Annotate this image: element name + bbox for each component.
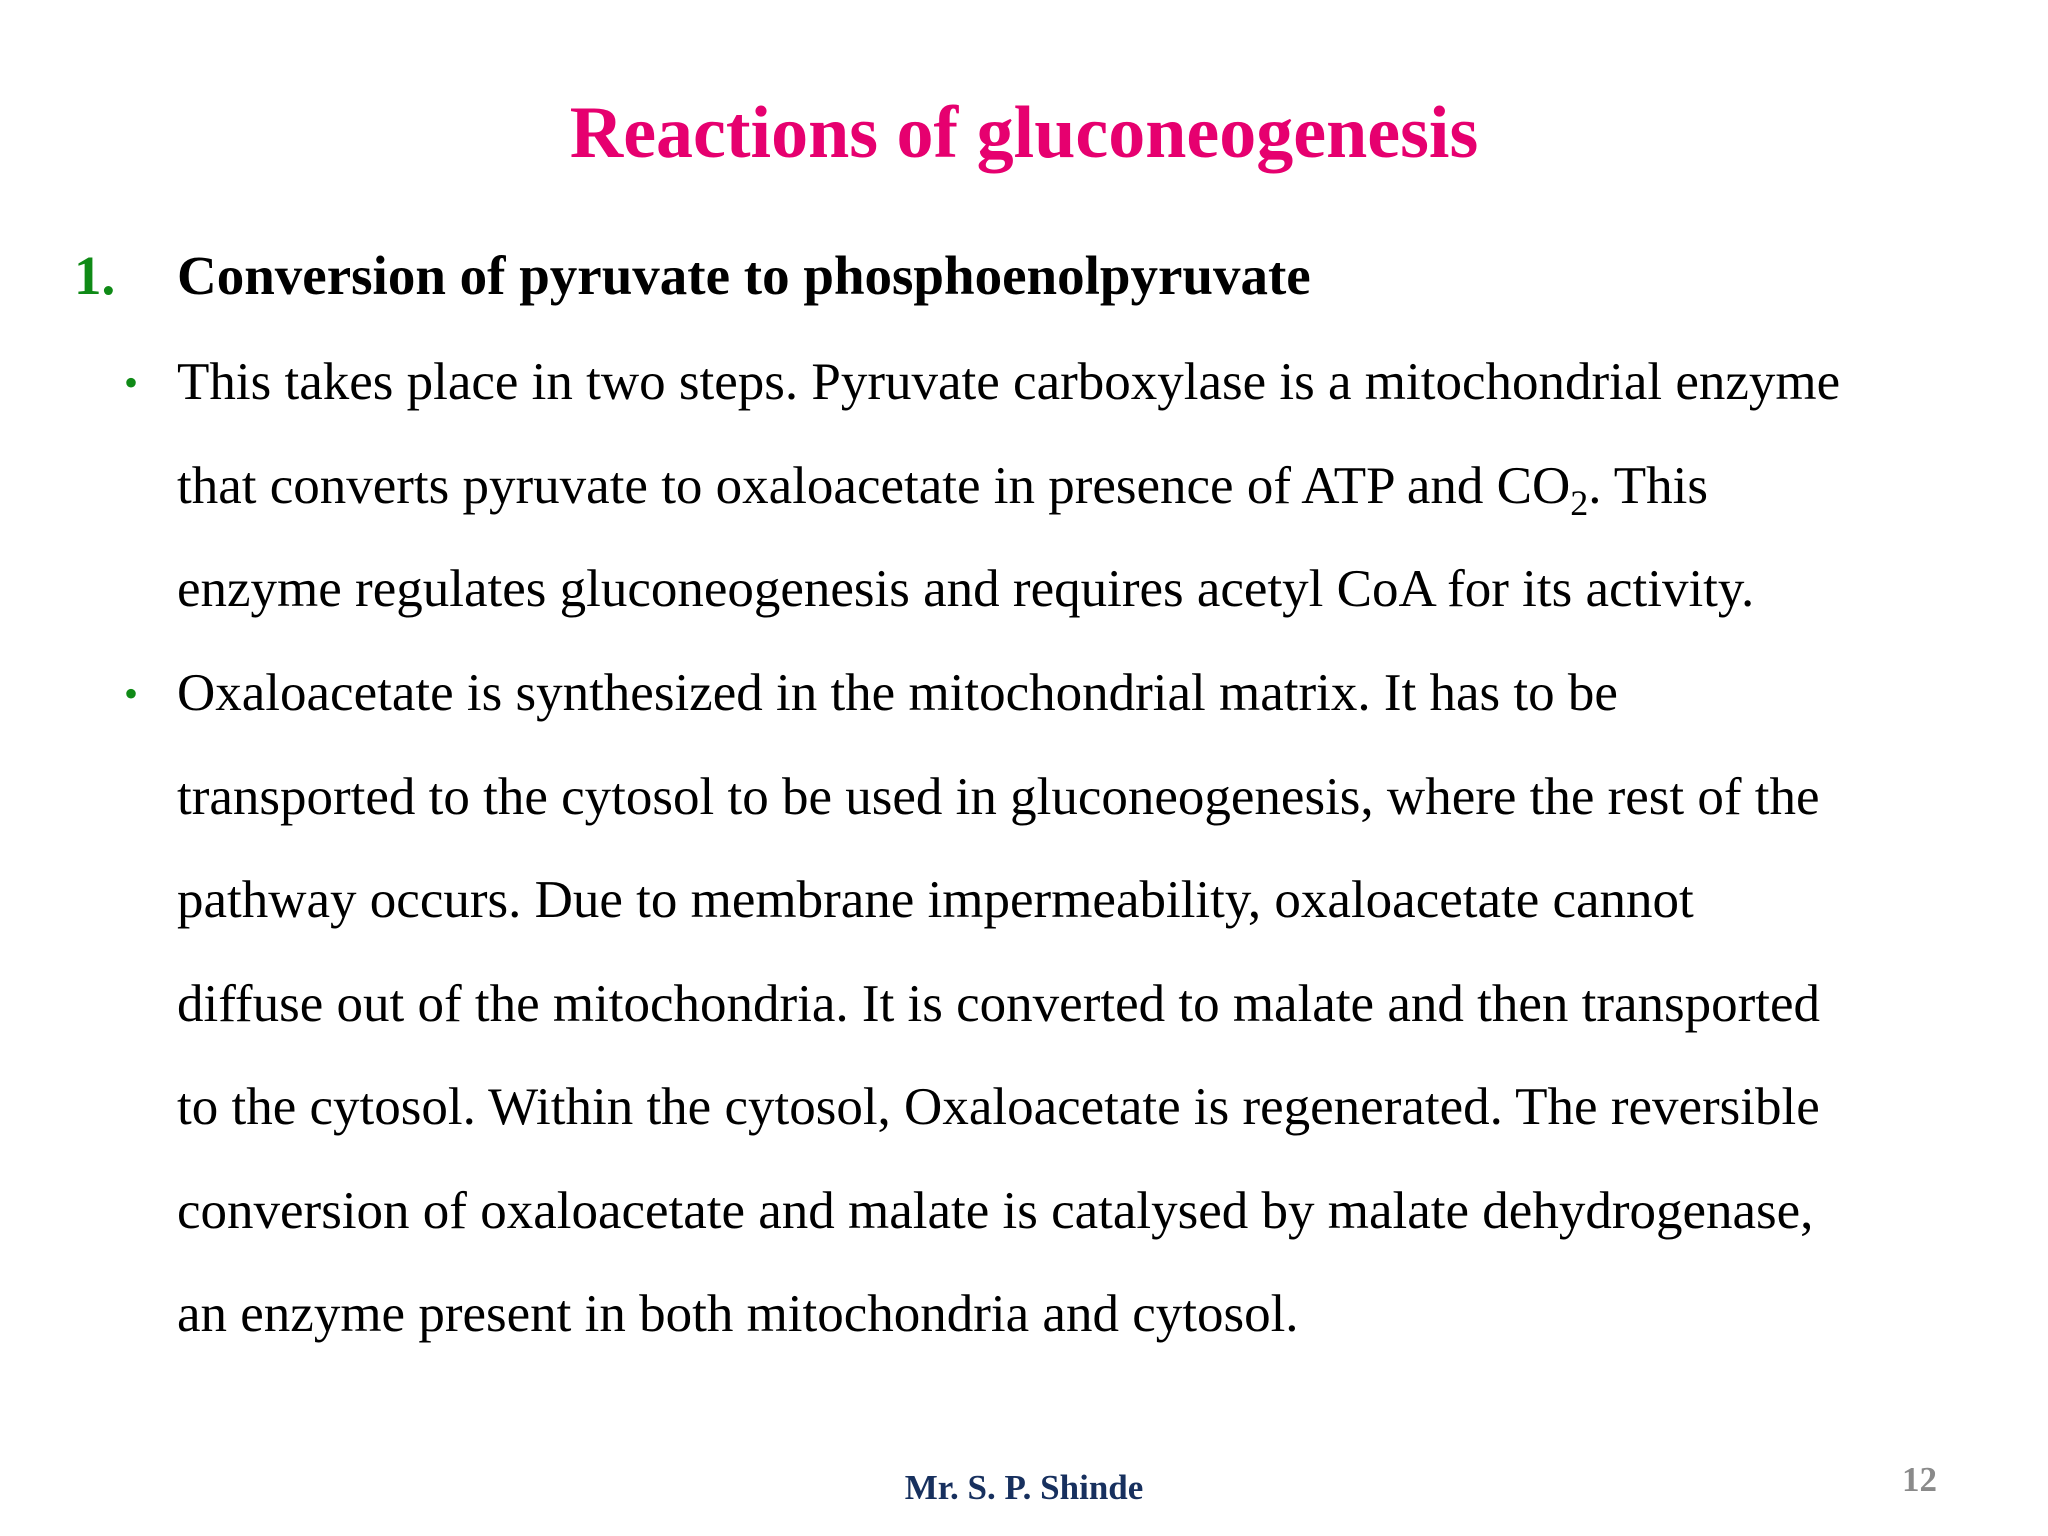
text-line: transported to the cytosol to be used in gluconeogenesis, where the rest of the — [177, 767, 1820, 826]
text-line: pathway occurs. Due to membrane impermeability, oxaloacetate cannot — [177, 871, 1694, 929]
text-line — [177, 435, 2048, 539]
text-line: an enzyme present in both mitochondria and cytosol. — [177, 1285, 1299, 1343]
text-line-part: that converts pyruvate to oxaloacetate in presence of ATP and CO — [177, 456, 1571, 515]
bullet-icon: • — [124, 671, 139, 716]
text-line: conversion of oxaloacetate and malate is catalysed by malate dehydrogenase, — [177, 1181, 1814, 1240]
section-number: 1. — [74, 245, 116, 306]
text-line: enzyme regulates gluconeogenesis and requires acetyl CoA for its activity. — [177, 560, 1755, 618]
bullet-icon: • — [124, 360, 139, 405]
bullet-text — [177, 642, 2048, 1367]
text-line: to the cytosol. Within the cytosol, Oxaloacetate is regenerated. The reversible — [177, 1078, 1820, 1136]
footer-author: Mr. S. P. Shinde — [904, 1468, 1144, 1507]
section-heading — [74, 241, 1311, 311]
section-heading-text: Conversion of pyruvate to phosphoenolpyruvate — [177, 245, 1311, 306]
page-number: 12 — [1902, 1460, 1937, 1499]
text-line: Oxaloacetate is synthesized in the mitochondrial matrix. It has to be — [177, 664, 1618, 722]
text-line: This takes place in two steps. Pyruvate carboxylase is a mitochondrial enzyme — [177, 353, 1841, 411]
slide-title: Reactions of gluconeogenesis — [569, 92, 1479, 174]
subscript: 2 — [1570, 482, 1589, 523]
text-line: diffuse out of the mitochondria. It is converted to malate and then transported — [177, 974, 1821, 1033]
bullet-text — [177, 331, 2048, 642]
text-line-part: . This — [1588, 456, 1709, 515]
